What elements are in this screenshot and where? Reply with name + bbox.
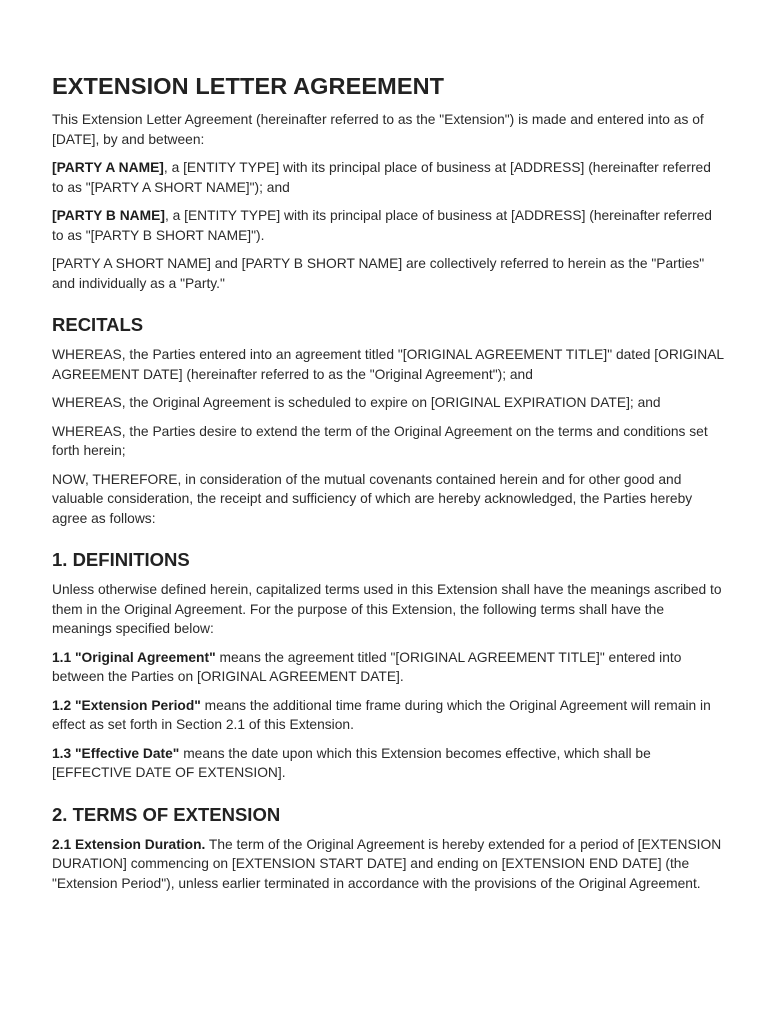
definition-term: 1.2 "Extension Period" (52, 697, 201, 713)
definition-term: 1.1 "Original Agreement" (52, 649, 216, 665)
party-a-name: [PARTY A NAME] (52, 160, 164, 175)
recital-paragraph: NOW, THEREFORE, in consideration of the mutual covenants contained herein and for other good and valuable consideration, the receipt and sufficiency of which are hereby acknowledged, the Parties hereby agree as follows: (52, 471, 693, 526)
definitions-heading: 1. DEFINITIONS (52, 549, 190, 570)
definition-item (52, 696, 724, 735)
intro-paragraph: This Extension Letter Agreement (hereinafter referred to as the "Extension") is made and entered into as of [DATE], by and between: (52, 112, 704, 147)
definition-item (52, 648, 724, 687)
recital-paragraph: WHEREAS, the Original Agreement is scheduled to expire on [ORIGINAL EXPIRATION DATE]; and (52, 395, 661, 410)
recitals-heading: RECITALS (52, 314, 144, 335)
terms-text: The term of the Original Agreement is hereby extended for a period of [EXTENSION DURATION] commencing on [EXTENSION START DATE] and ending on [EXTENSION END DATE] (the "Extension Period"), unless earlier terminated in accordance with the provisions of the Original Agreement. (52, 836, 722, 891)
party-b-name: [PARTY B NAME] (52, 208, 165, 223)
definition-item (52, 744, 724, 783)
definitions-intro: Unless otherwise defined herein, capitalized terms used in this Extension shall have the meanings ascribed to them in the Original Agreement. For the purpose of this Extension, the following terms shall have the meanings specified below: (52, 582, 722, 636)
recital-paragraph: WHEREAS, the Parties desire to extend the term of the Original Agreement on the terms and conditions set forth herein; (52, 423, 708, 458)
parties-collective-paragraph: [PARTY A SHORT NAME] and [PARTY B SHORT NAME] are collectively referred to herein as the "Parties" and individually as a "Party." (52, 256, 705, 291)
definition-text: means the additional time frame during which the Original Agreement will remain in effect as set forth in Section 2.1 of this Extension. (52, 697, 711, 732)
party-a-paragraph (52, 158, 724, 197)
definition-text: means the date upon which this Extension becomes effective, which shall be [EFFECTIVE DATE OF EXTENSION]. (52, 745, 651, 780)
definition-text: means the agreement titled "[ORIGINAL AGREEMENT TITLE]" entered into between the Parties on [ORIGINAL AGREEMENT DATE]. (52, 649, 682, 684)
terms-item (52, 835, 724, 894)
party-a-text: , a [ENTITY TYPE] with its principal place of business at [ADDRESS] (hereinafter referred to as "[PARTY A SHORT NAME]"); and (52, 160, 711, 195)
party-b-paragraph (52, 206, 724, 245)
definition-term: 1.3 "Effective Date" (52, 745, 180, 761)
recital-paragraph: WHEREAS, the Parties entered into an agreement titled "[ORIGINAL AGREEMENT TITLE]" dated [ORIGINAL AGREEMENT DATE] (hereinafter referred to as the "Original Agreement"); and (52, 347, 724, 382)
document-title: EXTENSION LETTER AGREEMENT (52, 73, 445, 99)
terms-term: 2.1 Extension Duration. (52, 836, 206, 852)
terms-heading: 2. TERMS OF EXTENSION (52, 803, 281, 825)
party-b-text: , a [ENTITY TYPE] with its principal place of business at [ADDRESS] (hereinafter referred to as "[PARTY B SHORT NAME]"). (52, 208, 712, 243)
